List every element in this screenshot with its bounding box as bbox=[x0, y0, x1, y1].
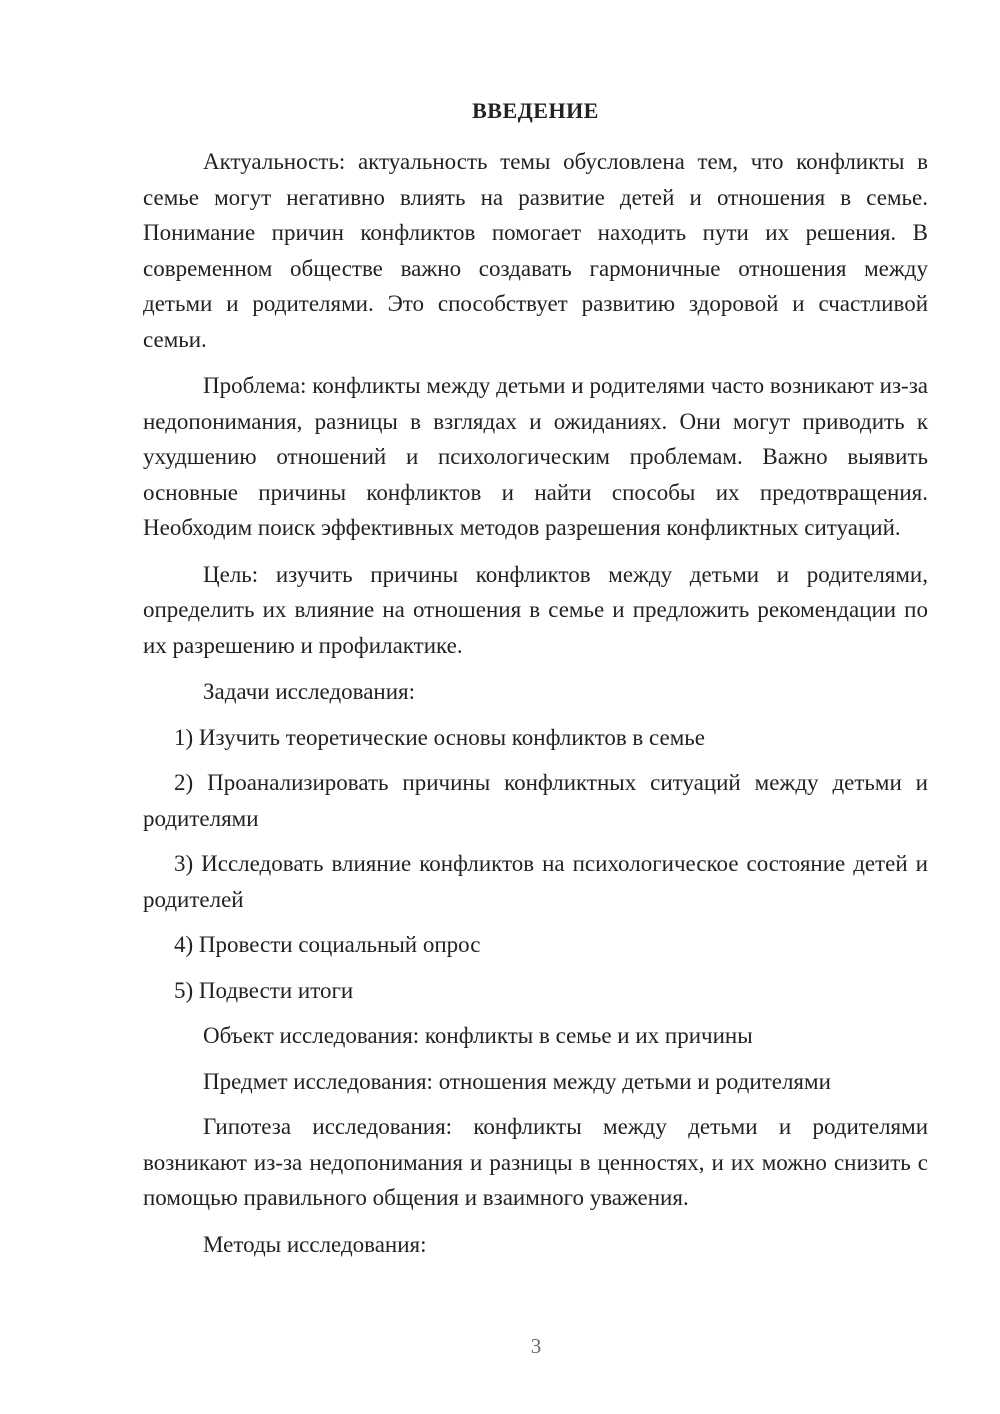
methods-heading: Методы исследования: bbox=[203, 1231, 427, 1257]
task-item: 2) Проанализировать причины конфликтных ситуаций между детьми и родителями bbox=[143, 770, 928, 831]
problem-paragraph: Проблема: конфликты между детьми и родителями часто возникают из-за недопонимания, разницы в взглядах и ожиданиях. Они могут приводить к ухудшению отношений и психологическим проблемам. Важно выявить основные причины конфликтов и найти способы их предотвращения. Необходим поиск эффективных методов разрешения конфликтных ситуаций. bbox=[143, 373, 928, 540]
object-paragraph: Объект исследования: конфликты в семье и их причины bbox=[203, 1023, 753, 1048]
task-item: 4) Провести социальный опрос bbox=[174, 932, 481, 957]
tasks-heading: Задачи исследования: bbox=[203, 679, 416, 704]
task-item: 5) Подвести итоги bbox=[174, 977, 354, 1003]
goal-paragraph: Цель: изучить причины конфликтов между детьми и родителями, определить их влияние на отношения в семье и предложить рекомендации по их разрешению и профилактике. bbox=[143, 561, 928, 658]
subject-paragraph: Предмет исследования: отношения между детьми и родителями bbox=[203, 1068, 831, 1094]
page-title: ВВЕДЕНИЕ bbox=[472, 98, 599, 123]
page-content bbox=[143, 96, 928, 1272]
relevance-paragraph: Актуальность: актуальность темы обусловлена тем, что конфликты в семье могут негативно влиять на развитие детей и отношения в семье. Понимание причин конфликтов помогает находить пути их решения. В современном обществе важно создавать гармоничные отношения между детьми и родителями. Это способствует развитию здоровой и счастливой семьи. bbox=[143, 149, 928, 352]
task-item: 3) Исследовать влияние конфликтов на психологическое состояние детей и родителей bbox=[143, 851, 928, 912]
hypothesis-paragraph: Гипотеза исследования: конфликты между детьми и родителями возникают из-за недопонимания и разницы в ценностях, и их можно снизить с помощью правильного общения и взаимного уважения. bbox=[143, 1114, 928, 1210]
page-number: 3 bbox=[530, 1334, 542, 1358]
task-item: 1) Изучить теоретические основы конфликтов в семье bbox=[174, 724, 705, 750]
